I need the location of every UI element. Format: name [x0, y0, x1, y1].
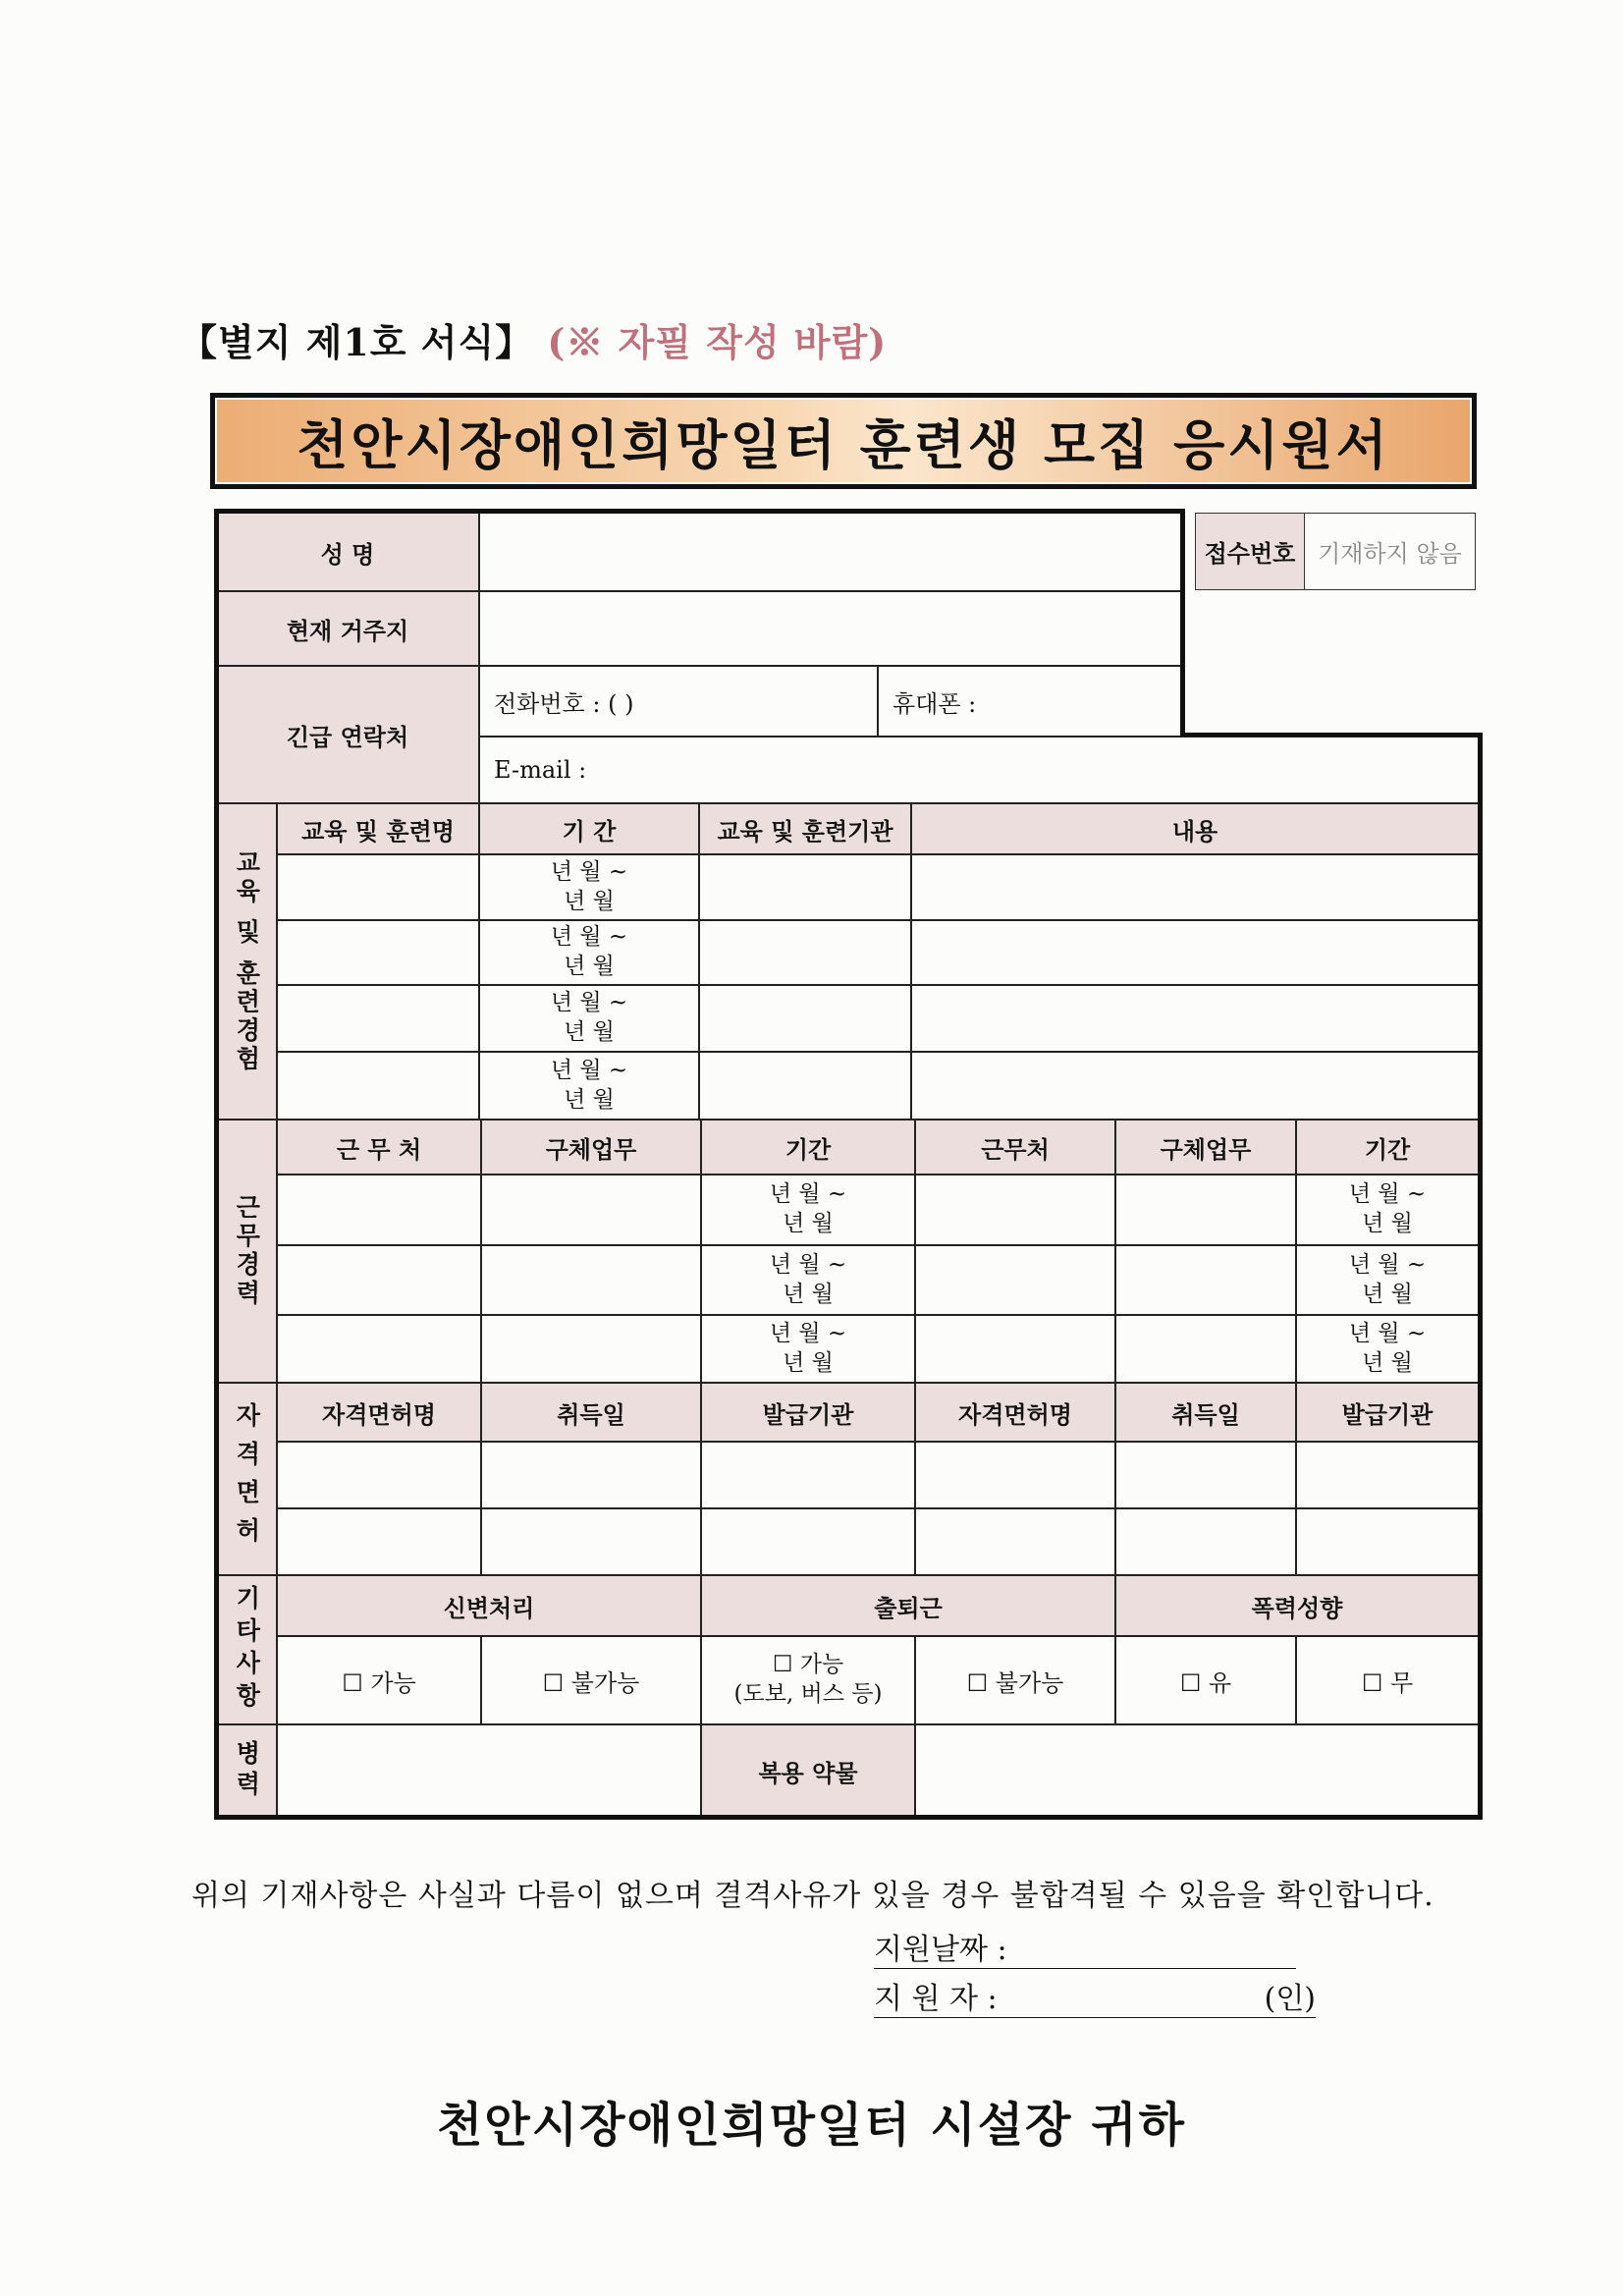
license-row-2-issuer-1[interactable]	[701, 1508, 915, 1575]
education-row-4-period[interactable]	[479, 1052, 699, 1120]
career-header-workplace-2: 근무처	[915, 1120, 1115, 1175]
period-to: 년 월	[783, 1281, 834, 1307]
career-row-3-workplace-2[interactable]	[915, 1315, 1115, 1383]
license-header-issuer-2: 발급기관	[1296, 1383, 1479, 1442]
career-row-1-period-2[interactable]	[1296, 1175, 1479, 1245]
license-header-date-2: 취득일	[1115, 1383, 1296, 1442]
career-row-3-duty-1[interactable]	[481, 1315, 701, 1383]
period-from: 년 월 ~	[769, 1181, 847, 1208]
name-label: 성 명	[216, 513, 479, 591]
education-row-2-content[interactable]	[911, 920, 1479, 985]
illness-section-text: 병력	[232, 1740, 261, 1801]
etc-header-commute: 출퇴근	[701, 1575, 1115, 1636]
license-header-date-1: 취득일	[481, 1383, 701, 1442]
education-row-2-institution[interactable]	[699, 920, 911, 985]
education-row-1-content[interactable]	[911, 854, 1479, 920]
career-row-1-workplace-2[interactable]	[915, 1175, 1115, 1245]
table-border-left	[214, 509, 219, 1820]
education-section-text: 교육 및 훈련경험	[232, 848, 261, 1074]
career-row-1-workplace-1[interactable]	[277, 1175, 481, 1245]
handwriting-note: (※ 자필 작성 바람)	[547, 320, 888, 364]
receipt-number-value: 기재하지 않음	[1318, 540, 1462, 568]
license-row-1-issuer-1[interactable]	[701, 1442, 915, 1508]
career-row-3-period-2[interactable]	[1296, 1315, 1479, 1383]
career-row-2-period-2[interactable]	[1296, 1245, 1479, 1315]
self-care-possible-checkbox[interactable]: ☐ 가능	[277, 1636, 481, 1724]
seal-label: (인)	[1264, 1982, 1316, 2016]
education-row-4-name[interactable]	[277, 1052, 479, 1120]
period-to: 년 월	[783, 1349, 834, 1376]
period-from: 년 월 ~	[769, 1320, 847, 1346]
commute-impossible-checkbox[interactable]: ☐ 불가능	[915, 1636, 1115, 1724]
phone-field[interactable]: 전화번호 : ( )	[479, 666, 878, 737]
career-section-text: 근무경력	[232, 1194, 261, 1308]
career-row-2-duty-2[interactable]	[1115, 1245, 1296, 1315]
career-row-2-workplace-2[interactable]	[915, 1245, 1115, 1315]
medication-field[interactable]	[915, 1724, 1479, 1817]
address-field[interactable]	[479, 591, 1182, 666]
period-from: 년 월 ~	[550, 858, 628, 885]
etc-header-self-care: 신변처리	[277, 1575, 701, 1636]
period-from: 년 월 ~	[550, 1057, 628, 1083]
license-header-name-1: 자격면허명	[277, 1383, 481, 1442]
period-to: 년 월	[1362, 1211, 1413, 1236]
addressee-line: 천안시장애인희망일터 시설장 귀하	[437, 2098, 1186, 2153]
career-row-1-period-1[interactable]	[701, 1175, 915, 1245]
etc-header-violence: 폭력성향	[1115, 1575, 1479, 1636]
career-section-label	[216, 1120, 277, 1383]
form-number-label	[180, 312, 887, 366]
career-row-3-workplace-1[interactable]	[277, 1315, 481, 1383]
table-border-right	[1478, 733, 1483, 1820]
career-row-1-duty-2[interactable]	[1115, 1175, 1296, 1245]
license-row-1-issuer-2[interactable]	[1296, 1442, 1479, 1508]
career-row-3-period-1[interactable]	[701, 1315, 915, 1383]
period-from: 년 월 ~	[1348, 1181, 1427, 1208]
period-to: 년 월	[564, 954, 615, 979]
career-header-duty-1: 구체업무	[481, 1120, 701, 1175]
education-row-4-content[interactable]	[911, 1052, 1479, 1120]
emergency-contact-label: 긴급 연락처	[216, 666, 479, 803]
license-row-1-name-2[interactable]	[915, 1442, 1115, 1508]
period-from: 년 월 ~	[1348, 1251, 1427, 1278]
license-row-1-name-1[interactable]	[277, 1442, 481, 1508]
career-row-2-period-1[interactable]	[701, 1245, 915, 1315]
education-header-content: 내용	[911, 803, 1479, 854]
education-row-4-institution[interactable]	[699, 1052, 911, 1120]
period-to: 년 월	[783, 1211, 834, 1236]
violence-yes-checkbox[interactable]: ☐ 유	[1115, 1636, 1296, 1724]
education-row-3-institution[interactable]	[699, 985, 911, 1052]
receipt-number-label: 접수번호	[1196, 514, 1305, 589]
application-date-line[interactable]	[874, 1925, 1296, 1969]
license-section-text: 자격면허	[232, 1402, 261, 1556]
name-field[interactable]	[479, 513, 1182, 591]
table-border-notch	[1180, 509, 1185, 737]
career-row-2-duty-1[interactable]	[481, 1245, 701, 1315]
education-row-3-name[interactable]	[277, 985, 479, 1052]
career-row-3-duty-2[interactable]	[1115, 1315, 1296, 1383]
commute-possible-label: ☐ 가능	[772, 1652, 844, 1678]
applicant-signature-line[interactable]	[874, 1974, 1316, 2018]
license-header-name-2: 자격면허명	[915, 1383, 1115, 1442]
page-title: 천안시장애인희망일터 훈련생 모집 응시원서	[297, 412, 1390, 476]
education-row-1-institution[interactable]	[699, 854, 911, 920]
education-row-3-content[interactable]	[911, 985, 1479, 1052]
title-banner	[210, 393, 1477, 489]
period-to: 년 월	[564, 1019, 615, 1045]
receipt-number-box	[1195, 513, 1476, 590]
violence-no-checkbox[interactable]: ☐ 무	[1296, 1636, 1479, 1724]
career-row-2-workplace-1[interactable]	[277, 1245, 481, 1315]
period-from: 년 월 ~	[550, 924, 628, 951]
license-row-2-name-2[interactable]	[915, 1508, 1115, 1575]
education-row-1-period[interactable]	[479, 854, 699, 920]
education-header-name: 교육 및 훈련명	[277, 803, 479, 854]
address-label: 현재 거주지	[216, 591, 479, 666]
education-header-institution: 교육 및 훈련기관	[699, 803, 911, 854]
period-to: 년 월	[564, 888, 615, 914]
education-section-label	[216, 803, 277, 1120]
career-header-workplace-1: 근 무 처	[277, 1120, 481, 1175]
table-border-top	[214, 509, 1184, 514]
declaration-text: 위의 기재사항은 사실과 다름이 없으며 결격사유가 있을 경우 불합격될 수 있음을 확인합니다.	[191, 1879, 1434, 1913]
education-row-3-period[interactable]	[479, 985, 699, 1052]
commute-possible-checkbox[interactable]	[701, 1636, 915, 1724]
application-date-label: 지원날짜 :	[874, 1933, 1007, 1967]
license-row-2-date-2[interactable]	[1115, 1508, 1296, 1575]
etc-section-label	[216, 1575, 277, 1724]
license-section-label	[216, 1383, 277, 1575]
applicant-label: 지 원 자 :	[874, 1982, 998, 2016]
license-row-1-date-2[interactable]	[1115, 1442, 1296, 1508]
illness-section-label	[216, 1724, 277, 1817]
self-care-impossible-checkbox[interactable]: ☐ 불가능	[481, 1636, 701, 1724]
mobile-field[interactable]: 휴대폰 :	[878, 666, 1182, 737]
career-row-1-duty-1[interactable]	[481, 1175, 701, 1245]
email-field[interactable]: E-mail :	[479, 737, 1479, 803]
education-row-2-period[interactable]	[479, 920, 699, 985]
license-row-2-name-1[interactable]	[277, 1508, 481, 1575]
license-header-issuer-1: 발급기관	[701, 1383, 915, 1442]
commute-possible-hint: (도보, 버스 등)	[733, 1681, 883, 1707]
license-row-1-date-1[interactable]	[481, 1442, 701, 1508]
period-to: 년 월	[564, 1086, 615, 1113]
license-row-2-issuer-2[interactable]	[1296, 1508, 1479, 1575]
career-header-period-2: 기간	[1296, 1120, 1479, 1175]
medication-label: 복용 약물	[701, 1724, 915, 1817]
form-number: 【별지 제1호 서식】	[180, 320, 534, 364]
period-from: 년 월 ~	[550, 990, 628, 1016]
table-border-bottom	[214, 1815, 1483, 1820]
license-row-2-date-1[interactable]	[481, 1508, 701, 1575]
period-from: 년 월 ~	[769, 1251, 847, 1278]
illness-field[interactable]	[277, 1724, 701, 1817]
period-to: 년 월	[1362, 1349, 1413, 1376]
etc-section-text: 기타사항	[232, 1585, 261, 1715]
education-header-period: 기 간	[479, 803, 699, 854]
career-header-duty-2: 구체업무	[1115, 1120, 1296, 1175]
table-border-step	[1180, 733, 1481, 737]
period-to: 년 월	[1362, 1281, 1413, 1307]
period-from: 년 월 ~	[1348, 1320, 1427, 1346]
education-row-2-name[interactable]	[277, 920, 479, 985]
education-row-1-name[interactable]	[277, 854, 479, 920]
career-header-period-1: 기간	[701, 1120, 915, 1175]
